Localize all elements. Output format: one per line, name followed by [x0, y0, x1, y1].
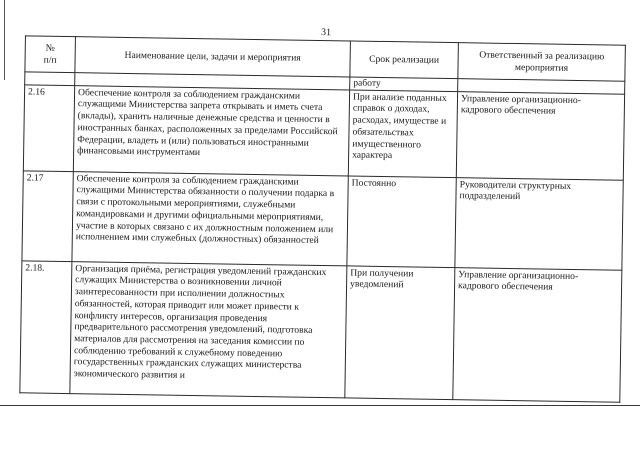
page-number: 31: [320, 26, 332, 39]
cell-name: Обеспечение контроля за соблюдением гражданскими служащими Министерства запрета открывать и иметь счета (вклады), хранить наличные денежные средства и ценности в иностранных банках, расположенных за пределами Российской Федерации, владеть и (или) пользоваться иностранными финансовыми инструментами: [73, 85, 349, 175]
cell-term: работу: [350, 77, 458, 91]
cell-num: [25, 72, 75, 85]
cell-term: При анализе поданных справок о доходах, расходах, имуществе и обязательствах имущественного характера: [348, 90, 457, 178]
header-name: Наименование цели, задачи и мероприятия: [75, 37, 351, 77]
cell-term: Постоянно: [347, 176, 456, 268]
header-num: № п/п: [25, 36, 76, 73]
measures-table: [19, 35, 626, 402]
cell-name: Обеспечение контроля за соблюдением гражданскими служащими Министерства обязанности о получении подарка в связи с протокольными мероприятиями, служебными командировками и другими официальными мероприятиями, участие в которых связано с их должностным положением или исполнением ими служебных (должностных) обязанностей: [72, 171, 348, 265]
table-row: [22, 171, 623, 270]
cell-responsible: Управление организационно-кадрового обеспечения: [453, 267, 622, 402]
cell-num: 2.16: [23, 85, 74, 172]
cell-num: 2.18.: [20, 261, 72, 394]
header-term: Срок реализации: [350, 41, 459, 79]
header-responsible: Ответственный за реализацию мероприятия: [458, 43, 626, 82]
table-row: [23, 85, 624, 180]
cell-term: При получении уведомлений: [345, 266, 455, 400]
cell-num: 2.17: [22, 171, 73, 262]
cell-responsible: Руководители структурных подразделений: [455, 177, 623, 270]
table-row: [20, 261, 622, 402]
scan-bottom-rule: [0, 405, 640, 406]
cell-name: Организация приёма, регистрация уведомлений гражданских служащих Министерства о возникновении личной заинтересованности при исполнении должностных обязанностей, которая приводит или может привести к конфликту интересов, организация проведения предварительного рассмотрения уведомлений, подготовка материалов для рассмотрения на заседания комиссии по соблюдению требований к служебному поведению государственных гражданских служащих министерства экономического развития и: [70, 261, 347, 397]
cell-responsible: Управление организационно-кадрового обеспечения: [456, 91, 624, 180]
